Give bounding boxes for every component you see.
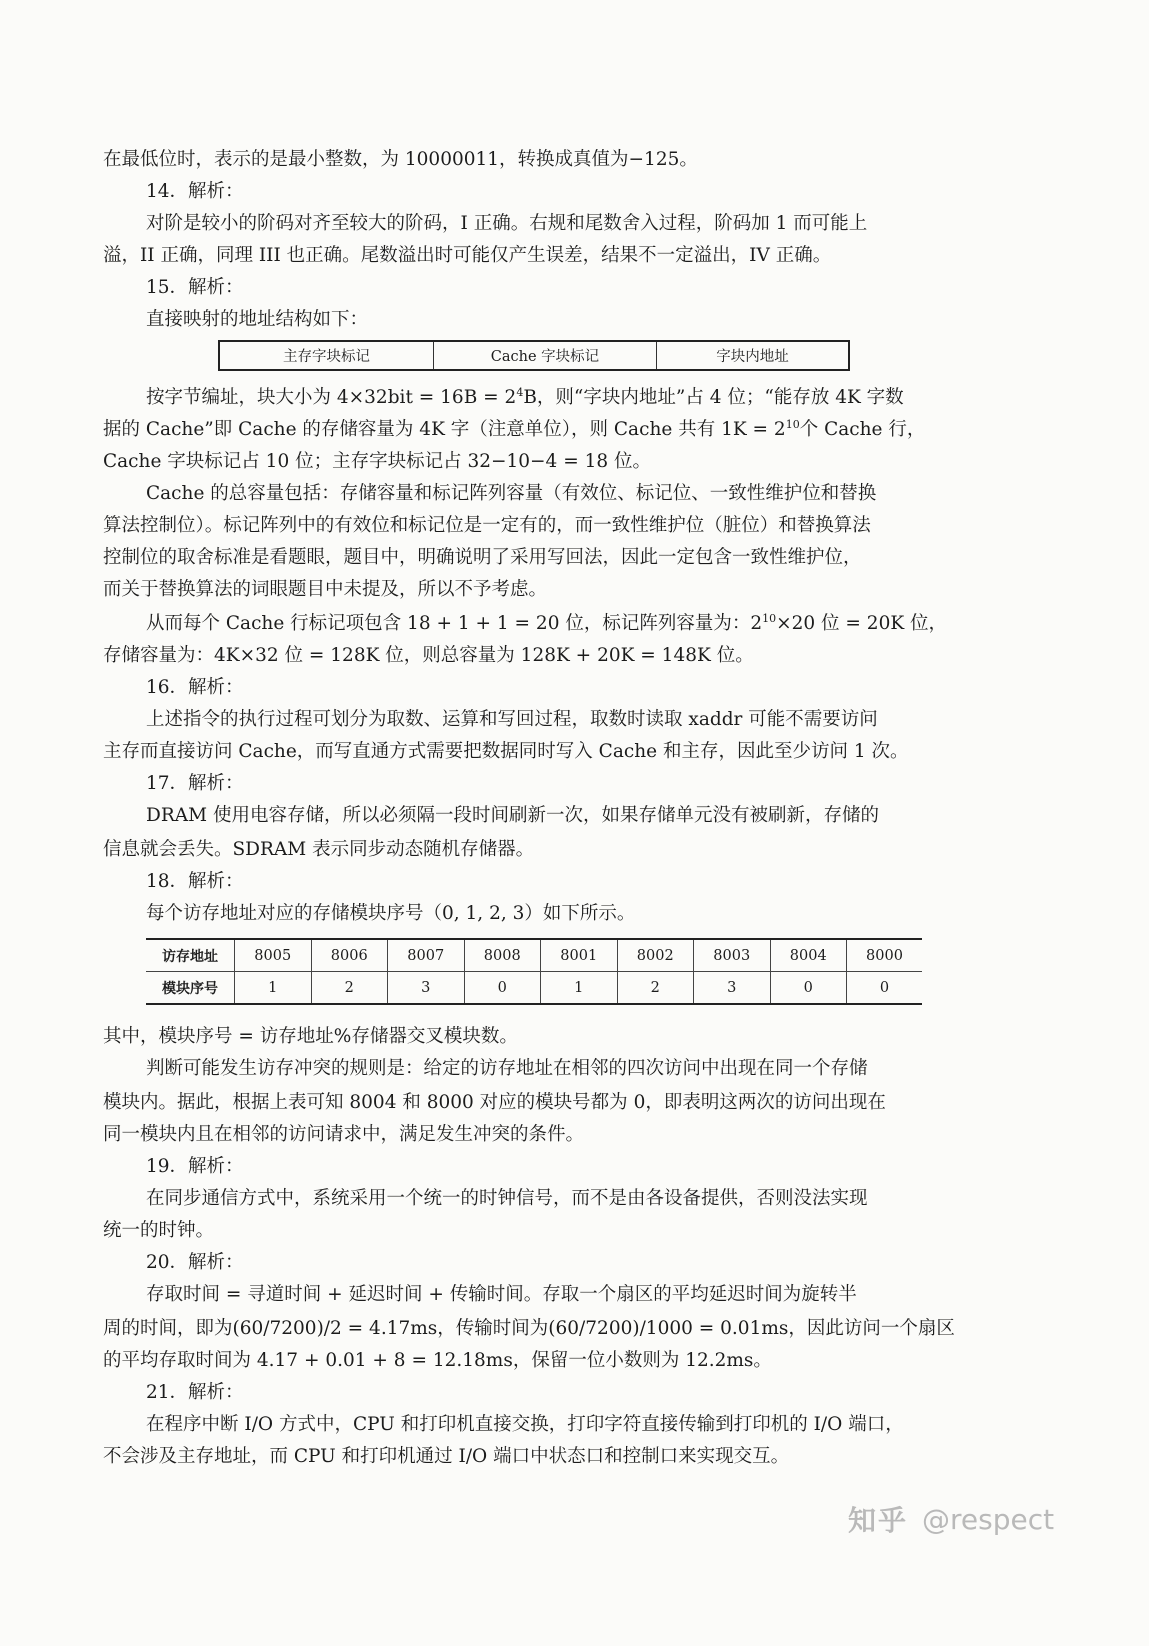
table-cell: 8004 [770, 939, 847, 972]
question-heading-15: 15．解析： [146, 277, 244, 298]
question-heading-17: 17．解析： [146, 773, 244, 794]
row-header: 模块序号 [146, 972, 235, 1005]
row-header: 访存地址 [162, 948, 218, 965]
table-cell: 8007 [388, 939, 465, 972]
table-cell: 8006 [311, 939, 388, 972]
table-cell: 8003 [694, 939, 771, 972]
text-line: Cache 字块标记占 10 位；主存字块标记占 32−10−4 = 18 位。 [103, 451, 652, 472]
text-line: 按字节编址，块大小为 $4\times 32bit = 16B = 2^4B$，则“字块内地址”占 4 位；“能存放 4K 字数 [146, 386, 904, 408]
text-line: 而关于替换算法的词眼题目中未提及，所以不予考虑。 [103, 579, 548, 600]
text-line: 溢，II 正确，同理 III 也正确。尾数溢出时可能仅产生误差，结果不一定溢出，IV 正确。 [103, 245, 832, 266]
table-cell: 8008 [464, 939, 541, 972]
text-line: 的平均存取时间为 4.17 + 0.01 + 8 = 12.18ms，保留一位小数则为 12.2ms。 [103, 1350, 772, 1371]
text-line: 在程序中断 I/O 方式中，CPU 和打印机直接交换，打印字符直接传输到打印机的 I/O 端口， [146, 1414, 904, 1435]
question-heading-19: 19．解析： [146, 1156, 244, 1177]
text-line: 主存而直接访问 Cache，而写直通方式需要把数据同时写入 Cache 和主存，因此至少访问 1 次。 [103, 741, 909, 762]
question-heading-20: 20．解析： [146, 1252, 244, 1273]
table-cell: 主存字块标记 [283, 349, 370, 365]
table-cell: 2 [311, 972, 388, 1005]
address-structure-table [218, 340, 850, 371]
text-line: 存储容量为：4K×32 位 = 128K 位，则总容量为 128K + 20K = 148K 位。 [103, 645, 754, 666]
text-line: 模块内。据此，根据上表可知 8004 和 8000 对应的模块号都为 0，即表明这两次的访问出现在 [103, 1092, 886, 1113]
question-heading-21: 21．解析： [146, 1382, 244, 1403]
text-line: 从而每个 Cache 行标记项包含 18 + 1 + 1 = 20 位，标记阵列容量为：$2^{10}\times 20$ 位 = 20K 位， [146, 612, 948, 634]
text-line: 算法控制位）。标记阵列中的有效位和标记位是一定有的，而一致性维护位（脏位）和替换算法 [103, 515, 871, 536]
text-line: 统一的时钟。 [103, 1220, 215, 1241]
table-cell: 0 [464, 972, 541, 1005]
text-line: 周的时间，即为(60/7200)/2 = 4.17ms，传输时间为(60/7200)/1000 = 0.01ms，因此访问一个扇区 [103, 1318, 955, 1339]
zhihu-watermark [848, 1497, 1088, 1541]
text-line: 不会涉及主存地址，而 CPU 和打印机通过 I/O 端口中状态口和控制口来实现交互。 [103, 1446, 790, 1467]
table-cell: 0 [770, 972, 847, 1005]
table-cell: 8002 [617, 939, 694, 972]
text-line: 在同步通信方式中，系统采用一个统一的时钟信号，而不是由各设备提供，否则没法实现 [146, 1188, 868, 1209]
text-line: 其中，模块序号 = 访存地址%存储器交叉模块数。 [103, 1026, 518, 1047]
watermark-username: @respect [922, 1502, 1055, 1536]
table-cell: 8001 [541, 939, 618, 972]
text-line: Cache 的总容量包括：存储容量和标记阵列容量（有效位、标记位、一致性维护位和替换 [146, 483, 877, 504]
question-heading-18: 18．解析： [146, 871, 244, 892]
table-cell: 2 [617, 972, 694, 1005]
watermark-logo: 知乎 [848, 1504, 909, 1537]
question-heading-14: 14．解析： [146, 181, 244, 202]
text-line: 上述指令的执行过程可划分为取数、运算和写回过程，取数时读取 xaddr 可能不需要访问 [146, 709, 878, 730]
question-heading-16: 16．解析： [146, 677, 244, 698]
text-line: 控制位的取舍标准是看题眼，题目中，明确说明了采用写回法，因此一定包含一致性维护位， [103, 547, 862, 568]
text-line: 据的 Cache”即 Cache 的存储容量为 4K 字（注意单位），则 Cache 共有 $1K = 2^{10}$个 Cache 行， [103, 418, 926, 440]
text-line: DRAM 使用电容存储，所以必须隔一段时间刷新一次，如果存储单元没有被刷新，存储的 [146, 805, 879, 826]
table-cell: 字块内地址 [657, 341, 850, 370]
table-row [146, 972, 922, 1005]
table-cell: 3 [694, 972, 771, 1005]
text-line: 直接映射的地址结构如下： [146, 309, 369, 330]
table-cell: 3 [388, 972, 465, 1005]
table-cell: 0 [847, 972, 923, 1005]
text-line: 信息就会丢失。SDRAM 表示同步动态随机存储器。 [103, 839, 535, 860]
table-cell: Cache 字块标记 [434, 341, 657, 370]
table-cell: 8005 [235, 939, 312, 972]
text-line: 判断可能发生访存冲突的规则是：给定的访存地址在相邻的四次访问中出现在同一个存储 [146, 1058, 868, 1079]
text-line: 在最低位时，表示的是最小整数，为 10000011，转换成真值为−125。 [103, 149, 698, 170]
text-line: 存取时间 = 寻道时间 + 延迟时间 + 传输时间。存取一个扇区的平均延迟时间为旋转半 [146, 1284, 857, 1305]
table-cell: 8000 [847, 939, 923, 972]
table-row [146, 939, 922, 972]
text-line: 每个访存地址对应的存储模块序号（0, 1, 2, 3）如下所示。 [146, 903, 636, 924]
table-cell: 1 [235, 972, 312, 1005]
memory-module-table [146, 938, 922, 1005]
table-cell: 1 [541, 972, 618, 1005]
text-line: 同一模块内且在相邻的访问请求中，满足发生冲突的条件。 [103, 1124, 585, 1145]
text-line: 对阶是较小的阶码对齐至较大的阶码，I 正确。右规和尾数舍入过程，阶码加 1 而可能上 [146, 213, 868, 234]
